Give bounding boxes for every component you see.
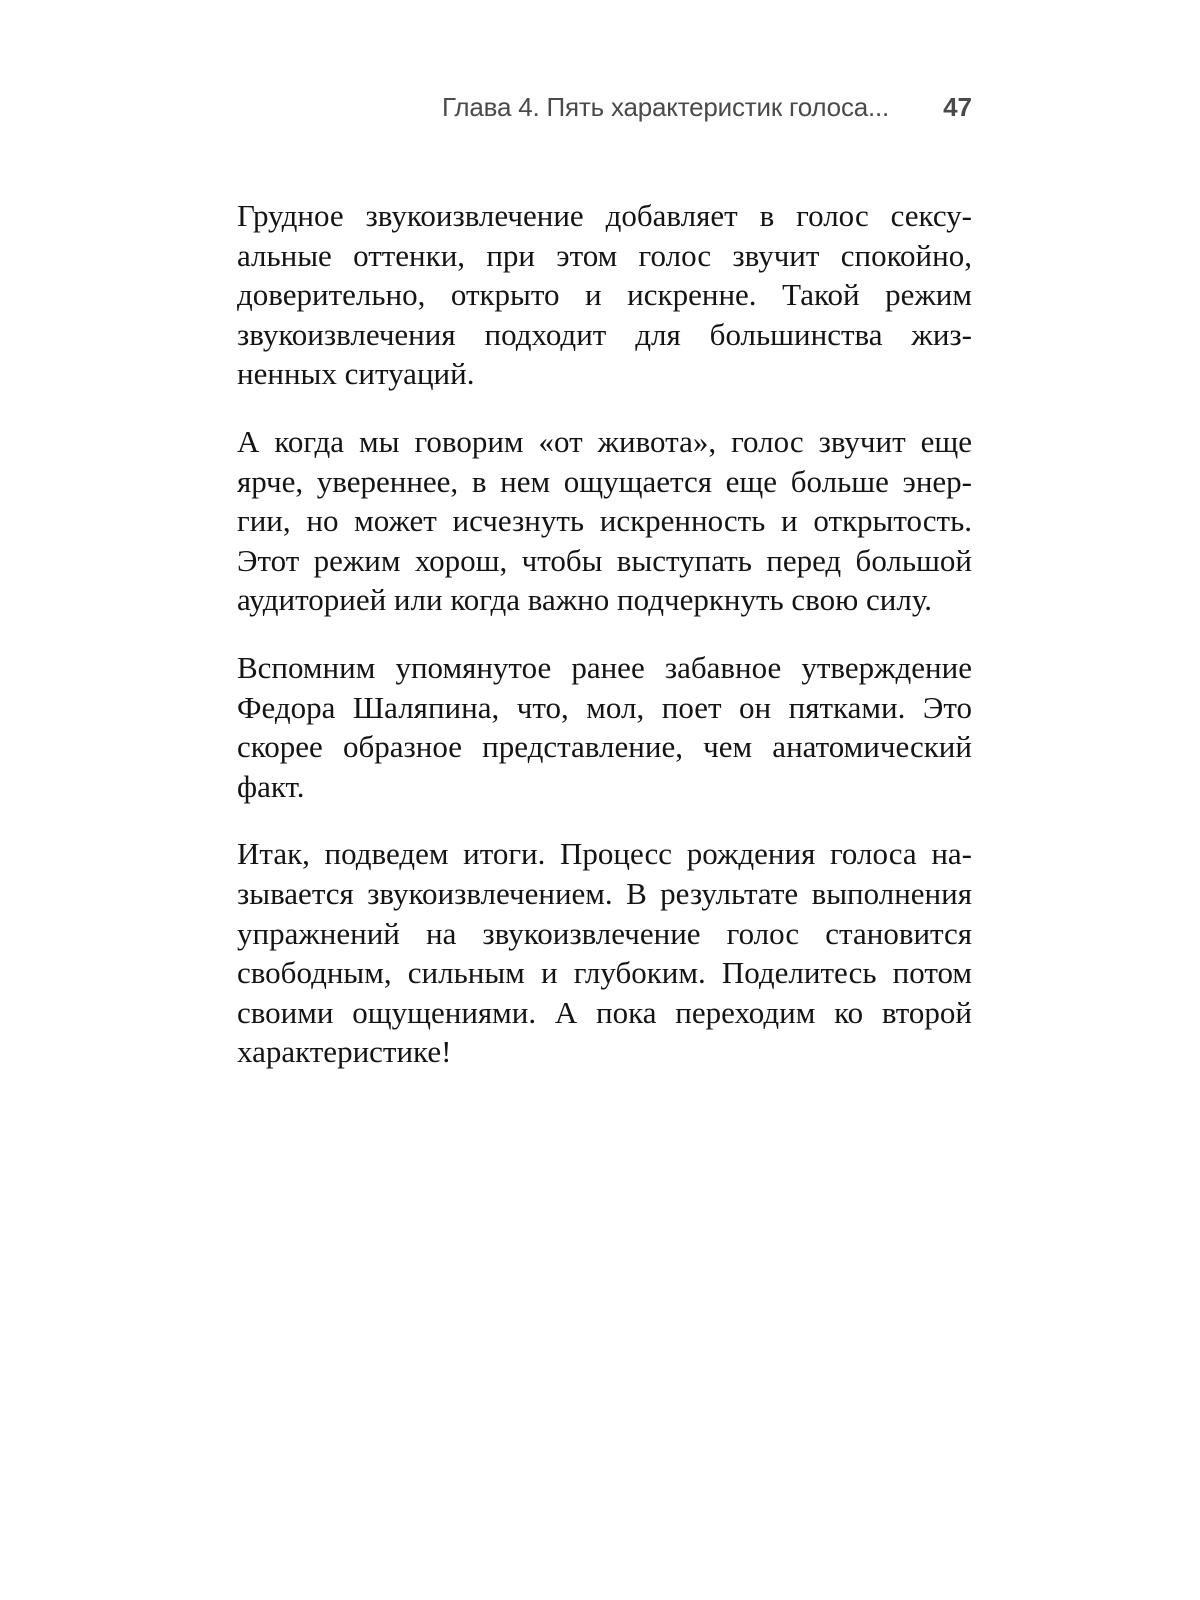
text-line: ярче, увереннее, в нем ощущается еще больше энер- [237, 463, 972, 499]
text-line: скорее образное представление, чем анатомический [237, 729, 972, 765]
text-line: Федора Шаляпина, что, мол, поет он пятками. Это [237, 689, 972, 725]
text-line: своими ощущениями. А пока переходим ко второй [237, 994, 972, 1030]
paragraph [237, 834, 972, 1072]
paragraph [237, 196, 972, 394]
text-line: Этот режим хорош, чтобы выступать перед большой [237, 542, 972, 578]
text-line: характеристике! [237, 1034, 452, 1070]
text-line: Итак, подведем итоги. Процесс рождения голоса на- [237, 836, 972, 872]
text-line: Вспомним упомянутое ранее забавное утверждение [237, 649, 972, 685]
text-line: звукоизвлечения подходит для большинства жиз- [237, 316, 972, 352]
text-line: А когда мы говорим «от живота», голос звучит еще [237, 423, 972, 459]
text-line: свободным, сильным и глубоким. Поделитесь потом [237, 955, 972, 991]
text-line: альные оттенки, при этом голос звучит спокойно, [237, 237, 972, 273]
text-line: гии, но может исчезнуть искренность и открытость. [237, 503, 972, 539]
paragraph [237, 422, 972, 620]
chapter-title: Глава 4. Пять характеристик голоса... [441, 92, 890, 122]
text-line: аудиторией или когда важно подчеркнуть свою силу. [237, 582, 932, 618]
paragraph [237, 648, 972, 806]
text-line: факт. [237, 768, 305, 804]
text-line: доверительно, открыто и искренне. Такой режим [237, 277, 972, 313]
text-line: упражнений на звукоизвлечение голос становится [237, 915, 972, 951]
page-number: 47 [943, 92, 972, 122]
body-text [237, 196, 972, 1100]
text-line: зывается звукоизвлечением. В результате выполнения [237, 875, 972, 911]
running-header [237, 92, 972, 128]
text-line: ненных ситуаций. [237, 356, 475, 392]
text-line: Грудное звукоизвлечение добавляет в голос сексу- [237, 198, 972, 233]
